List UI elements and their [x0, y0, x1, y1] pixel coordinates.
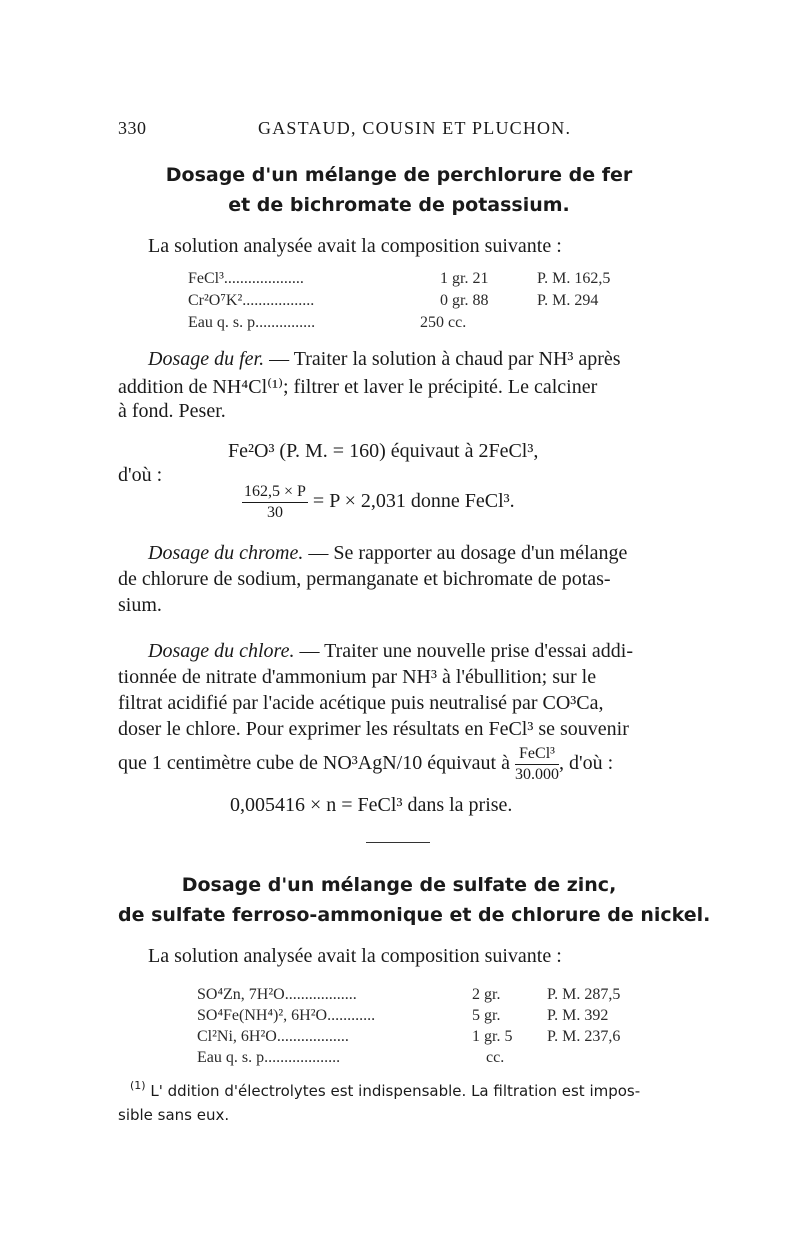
molar-mass-cell: P. M. 294 — [537, 292, 599, 309]
molar-mass-cell: P. M. 237,6 — [547, 1028, 621, 1045]
amount-cell: cc. — [486, 1049, 505, 1066]
amount-cell: 2 gr. — [472, 986, 501, 1003]
footnote-line: sible sans eux. — [118, 1106, 230, 1124]
section-title: Dosage d'un mélange de sulfate de zinc, — [181, 874, 617, 896]
paragraph-line: d'où : — [118, 464, 163, 486]
paragraph-line: Dosage du chrome. — Se rapporter au dosage d'un mélange — [148, 542, 628, 564]
amount-cell: 5 gr. — [472, 1007, 501, 1024]
section-title: et de bichromate de potassium. — [228, 194, 570, 216]
paragraph-line: de chlorure de sodium, permanganate et bichromate de potas- — [118, 568, 611, 590]
substance-cell: Eau q. s. p............... — [188, 314, 316, 331]
paragraph-line: doser le chlore. Pour exprimer les résultats en FeCl³ se souvenir — [118, 718, 629, 740]
paragraph-line: addition de NH⁴Cl⁽¹⁾; filtrer et laver le précipité. Le calciner — [118, 376, 598, 398]
fraction: $\frac{162,5 \times P}{30}$ — [244, 483, 306, 521]
molar-mass-cell: P. M. 392 — [547, 1007, 609, 1024]
paragraph-line: sium. — [118, 594, 162, 616]
paragraph-label: Dosage du chlore. — [148, 640, 295, 662]
page-number: 330 — [118, 118, 147, 138]
amount-cell: 1 gr. 21 — [440, 270, 489, 287]
equation: Fe²O³ (P. M. = 160) équivaut à 2FeCl³, — [228, 440, 539, 462]
equation: 0,005416 × n = FeCl³ dans la prise. — [230, 794, 513, 816]
paragraph-label: Dosage du fer. — [148, 348, 265, 370]
composition-intro: La solution analysée avait la composition suivante : — [148, 945, 562, 967]
substance-cell: SO⁴Fe(NH⁴)², 6H²O............ — [197, 1007, 376, 1024]
amount-cell: 250 cc. — [420, 314, 467, 331]
substance-cell: Eau q. s. p................... — [197, 1049, 341, 1066]
composition-intro: La solution analysée avait la composition suivante : — [148, 235, 562, 257]
paragraph-line: filtrat acidifié par l'acide acétique puis neutralisé par CO³Ca, — [118, 692, 604, 714]
substance-cell: Cl²Ni, 6H²O.................. — [197, 1028, 349, 1045]
running-title: GASTAUD, COUSIN ET PLUCHON. — [258, 118, 572, 138]
paragraph-line: tionnée de nitrate d'ammonium par NH³ à l'ébullition; sur le — [118, 666, 597, 688]
section-divider — [366, 842, 430, 843]
fraction: $\frac{\text{FeCl³}}{30.000}$ — [514, 745, 559, 783]
equation: $\frac{162,5 \times P}{30}$ = P × 2,031 donne FeCl³. — [244, 483, 515, 521]
paragraph-line: à fond. Peser. — [118, 400, 226, 422]
substance-cell: FeCl³.................... — [188, 270, 304, 287]
substance-cell: SO⁴Zn, 7H²O.................. — [197, 986, 357, 1003]
paragraph-label: Dosage du chrome. — [148, 542, 304, 564]
amount-cell: 1 gr. 5 — [472, 1028, 513, 1045]
section-title: Dosage d'un mélange de perchlorure de fer — [165, 164, 633, 186]
footnote-line: $^{(1)}$ L' ddition d'électrolytes est indispensable. La filtration est impos- — [130, 1079, 641, 1100]
molar-mass-cell: P. M. 287,5 — [547, 986, 621, 1003]
paragraph-line: Dosage du fer. — Traiter la solution à chaud par NH³ après — [148, 348, 621, 370]
page-header — [118, 118, 680, 142]
paragraph-line: que 1 centimètre cube de NO³AgN/10 équivaut à $\frac{\text{FeCl³}}{30.000}$ , d'où : — [118, 745, 614, 783]
substance-cell: Cr²O⁷K².................. — [188, 292, 315, 309]
footnote-marker: (1) — [130, 1079, 146, 1092]
amount-cell: 0 gr. 88 — [440, 292, 489, 309]
molar-mass-cell: P. M. 162,5 — [537, 270, 611, 287]
section-title: de sulfate ferroso-ammonique et de chlorure de nickel. — [118, 904, 711, 926]
paragraph-line: Dosage du chlore. — Traiter une nouvelle prise d'essai addi- — [148, 640, 634, 662]
